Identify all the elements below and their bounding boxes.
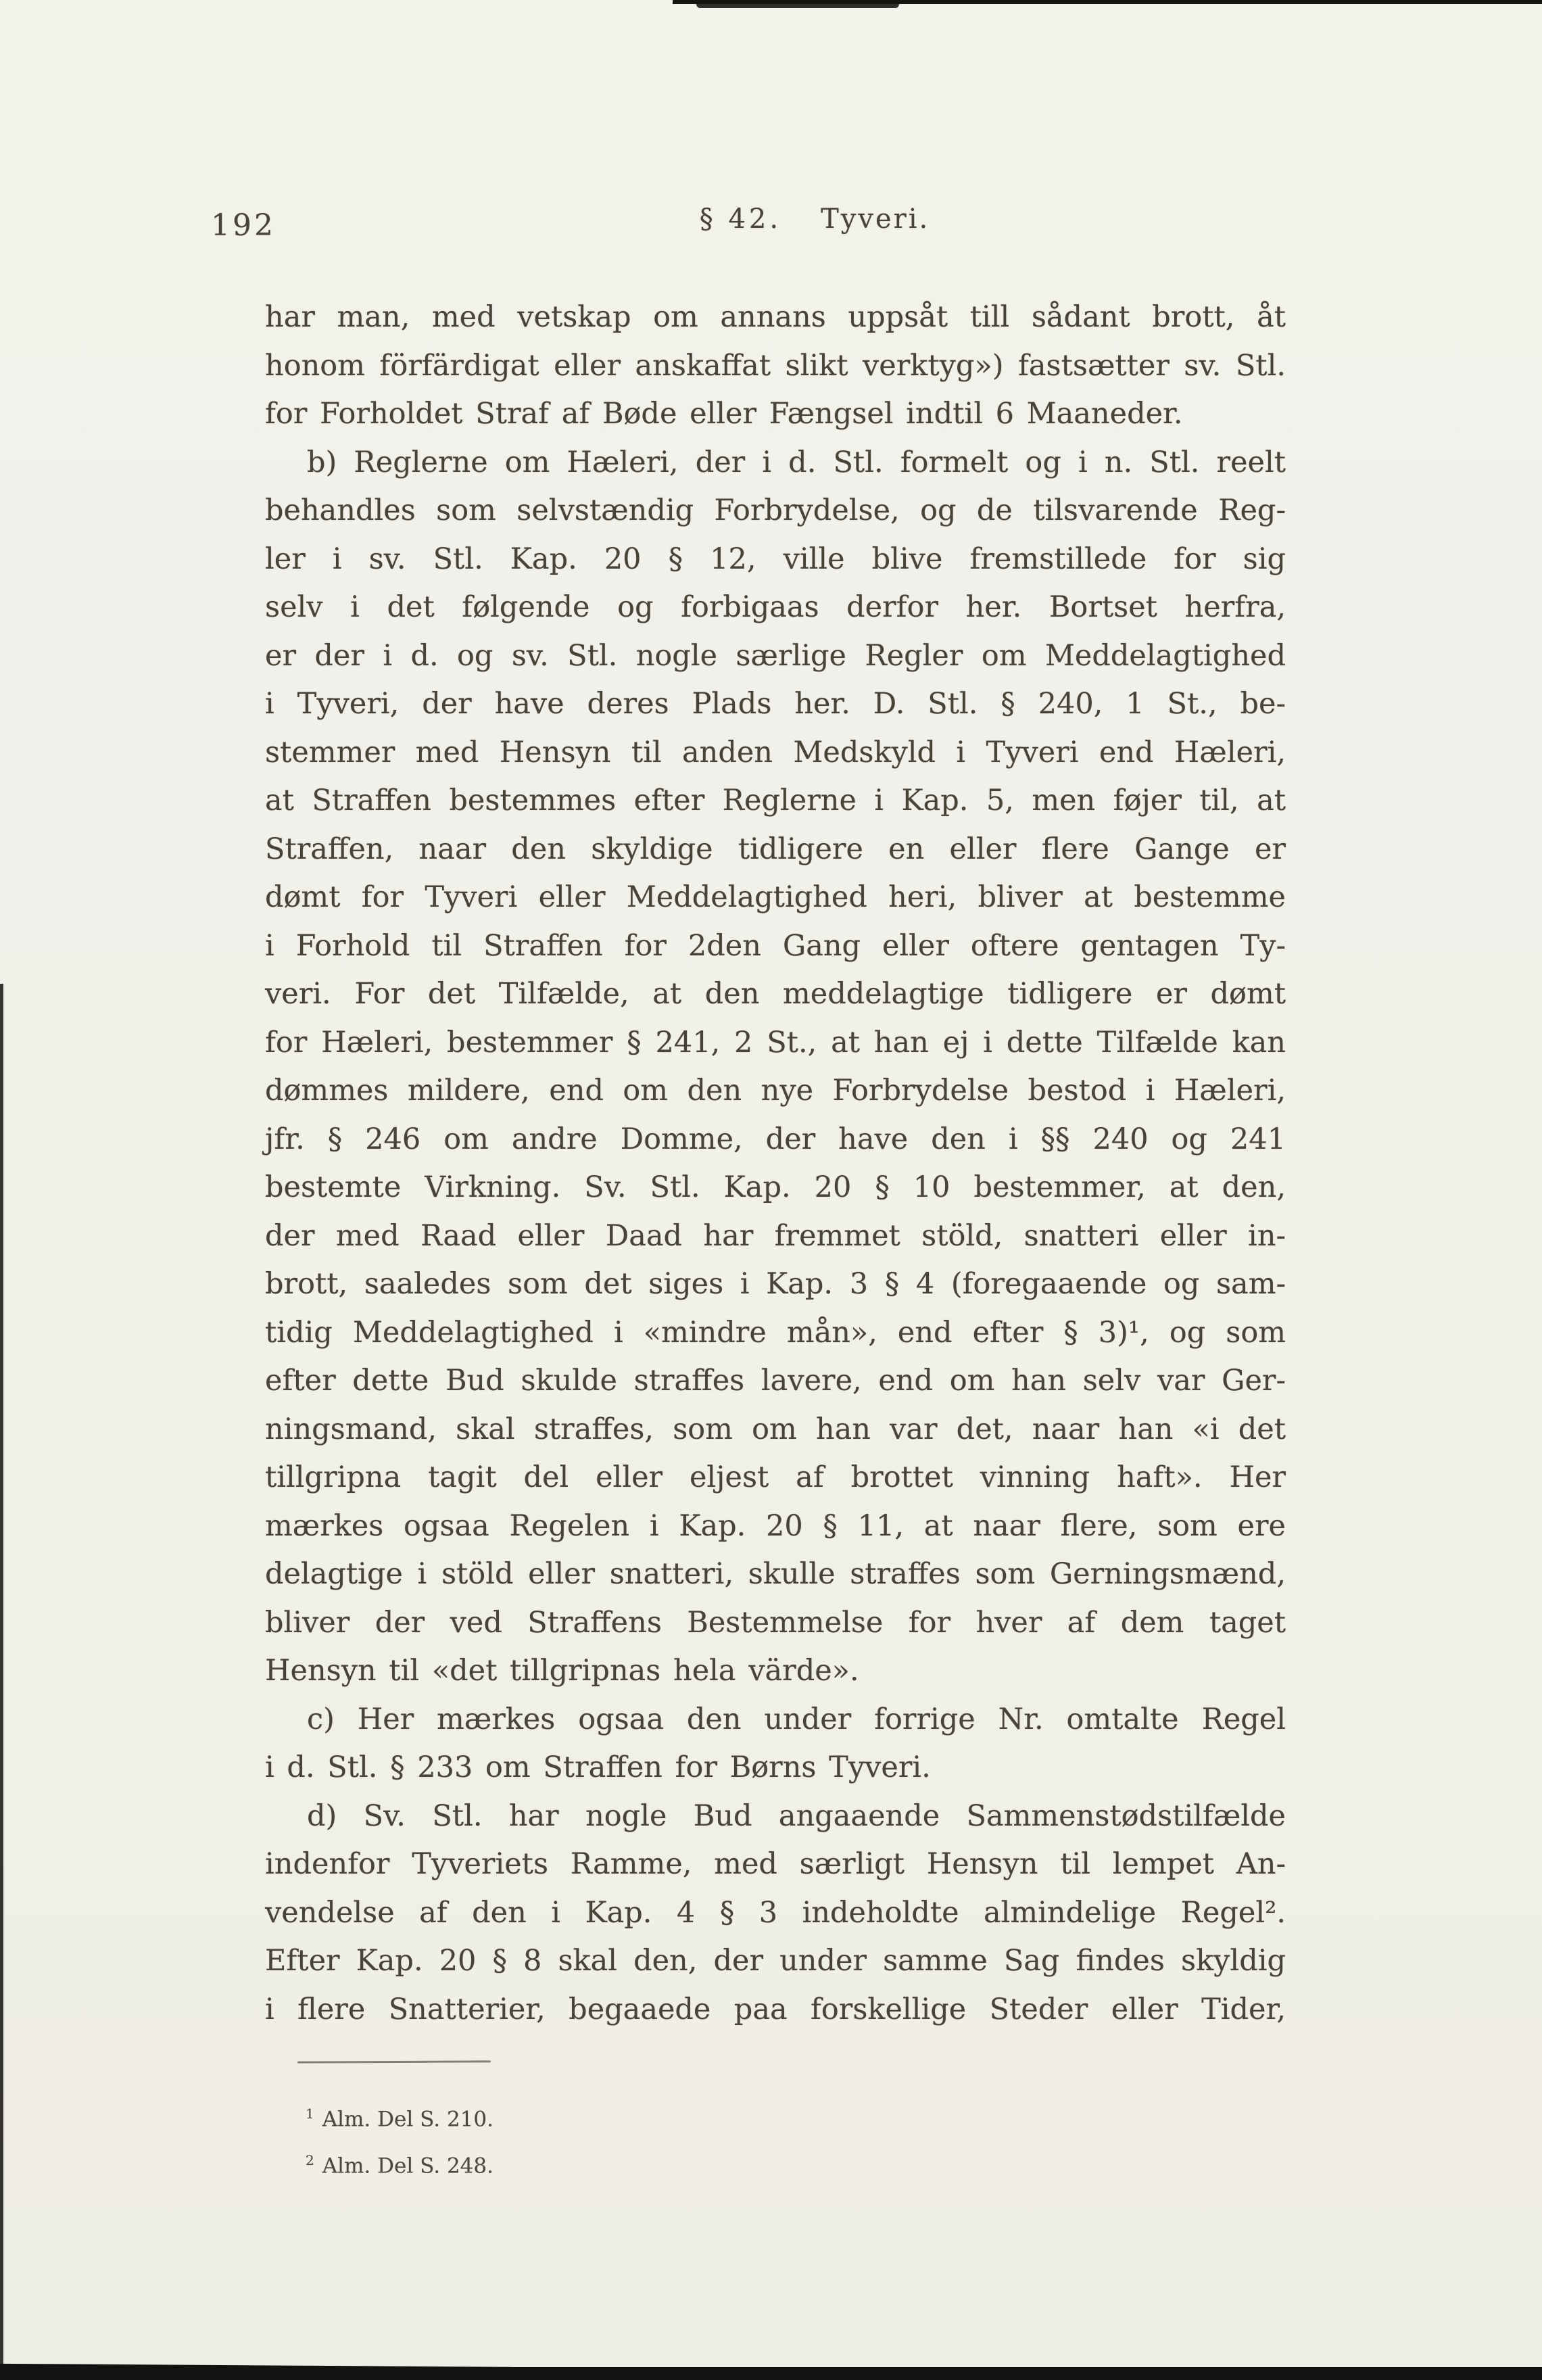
text-line: bliver der ved Straffens Bestemmelse for hver af dem taget (265, 1605, 1286, 1640)
text-line: Hensyn til «det tillgripnas hela värde». (265, 1654, 859, 1688)
text-line: dømmes mildere, end om den nye Forbrydelse bestod i Hæleri, (265, 1074, 1286, 1108)
text-line: honom förfärdigat eller anskaffat slikt verktyg») fastsætter sv. Stl. (265, 348, 1286, 383)
text-line: ningsmand, skal straffes, som om han var det, naar han «i det (265, 1412, 1286, 1446)
running-header-section: § 42. (699, 204, 782, 235)
text-line: i Forhold til Straffen for 2den Gang eller oftere gentagen Ty- (265, 928, 1286, 963)
footnote (306, 2140, 493, 2187)
scan-edge-left (0, 984, 3, 2380)
running-header-title: Tyveri. (821, 204, 930, 235)
text-line: har man, med vetskap om annans uppsåt till sådant brott, åt (265, 300, 1286, 334)
text-line: efter dette Bud skulde straffes lavere, end om han selv var Ger- (265, 1364, 1286, 1398)
body-text (265, 293, 1286, 2034)
footnotes (306, 2093, 493, 2187)
text-line: i Tyveri, der have deres Plads her. D. Stl. § 240, 1 St., be- (265, 687, 1286, 721)
text-line: tidig Meddelagtighed i «mindre mån», end efter § 3)¹, og som (265, 1315, 1286, 1350)
text-line: for Hæleri, bestemmer § 241, 2 St., at han ej i dette Tilfælde kan (265, 1025, 1286, 1060)
scan-edge-top-blob (696, 0, 899, 8)
text-line: i flere Snatterier, begaaede paa forskellige Steder eller Tider, (265, 1992, 1286, 2026)
text-line: er der i d. og sv. Stl. nogle særlige Regler om Meddelagtighed (265, 638, 1286, 673)
text-line: jfr. § 246 om andre Domme, der have den i §§ 240 og 241 (265, 1122, 1286, 1156)
text-line: dømt for Tyveri eller Meddelagtighed heri, bliver at bestemme (265, 880, 1286, 914)
footnote-rule (297, 2060, 491, 2063)
text-line: d) Sv. Stl. har nogle Bud angaaende Sammenstødstilfælde (307, 1799, 1286, 1833)
page-number: 192 (211, 208, 276, 243)
text-line: mærkes ogsaa Regelen i Kap. 20 § 11, at naar flere, som ere (265, 1508, 1286, 1543)
footnote-marker: 1 (306, 2105, 314, 2122)
text-line: veri. For det Tilfælde, at den meddelagtige tidligere er dømt (265, 977, 1286, 1011)
text-line: indenfor Tyveriets Ramme, med særligt Hensyn til lempet An- (265, 1847, 1286, 1881)
text-line: delagtige i stöld eller snatteri, skulle straffes som Gerningsmænd, (265, 1557, 1286, 1591)
text-line: bestemte Virkning. Sv. Stl. Kap. 20 § 10 bestemmer, at den, (265, 1170, 1286, 1204)
text-line: selv i det følgende og forbigaas derfor her. Bortset herfra, (265, 590, 1286, 624)
text-line: brott, saaledes som det siges i Kap. 3 § 4 (foregaaende og sam- (265, 1267, 1286, 1301)
text-line: stemmer med Hensyn til anden Medskyld i Tyveri end Hæleri, (265, 735, 1286, 769)
text-line: i d. Stl. § 233 om Straffen for Børns Tyveri. (265, 1751, 931, 1784)
footnote-text: Alm. Del S. 210. (322, 2107, 493, 2132)
footnote-text: Alm. Del S. 248. (322, 2153, 493, 2179)
text-line: tillgripna tagit del eller eljest af brottet vinning haft». Her (265, 1460, 1286, 1494)
text-line: at Straffen bestemmes efter Reglerne i Kap. 5, men føjer til, at (265, 784, 1286, 817)
text-line: c) Her mærkes ogsaa den under forrige Nr. omtalte Regel (307, 1702, 1286, 1736)
text-line: vendelse af den i Kap. 4 § 3 indeholdte almindelige Regel². (265, 1895, 1286, 1930)
text-line: ler i sv. Stl. Kap. 20 § 12, ville blive fremstillede for sig (265, 542, 1286, 576)
footnote-marker: 2 (306, 2152, 314, 2169)
text-line: for Forholdet Straf af Bøde eller Fængsel indtil 6 Maaneder. (265, 397, 1183, 431)
footnote (306, 2093, 493, 2140)
text-line: b) Reglerne om Hæleri, der i d. Stl. formelt og i n. Stl. reelt (307, 445, 1286, 479)
scan-edge-bottom (0, 2367, 1542, 2380)
text-line: der med Raad eller Daad har fremmet stöld, snatteri eller in- (265, 1218, 1286, 1253)
text-line: Efter Kap. 20 § 8 skal den, der under samme Sag findes skyldig (265, 1944, 1286, 1978)
text-line: Straffen, naar den skyldige tidligere en eller flere Gange er (265, 832, 1286, 866)
text-line: behandles som selvstændig Forbrydelse, og de tilsvarende Reg- (265, 494, 1286, 527)
running-header (304, 204, 1325, 235)
